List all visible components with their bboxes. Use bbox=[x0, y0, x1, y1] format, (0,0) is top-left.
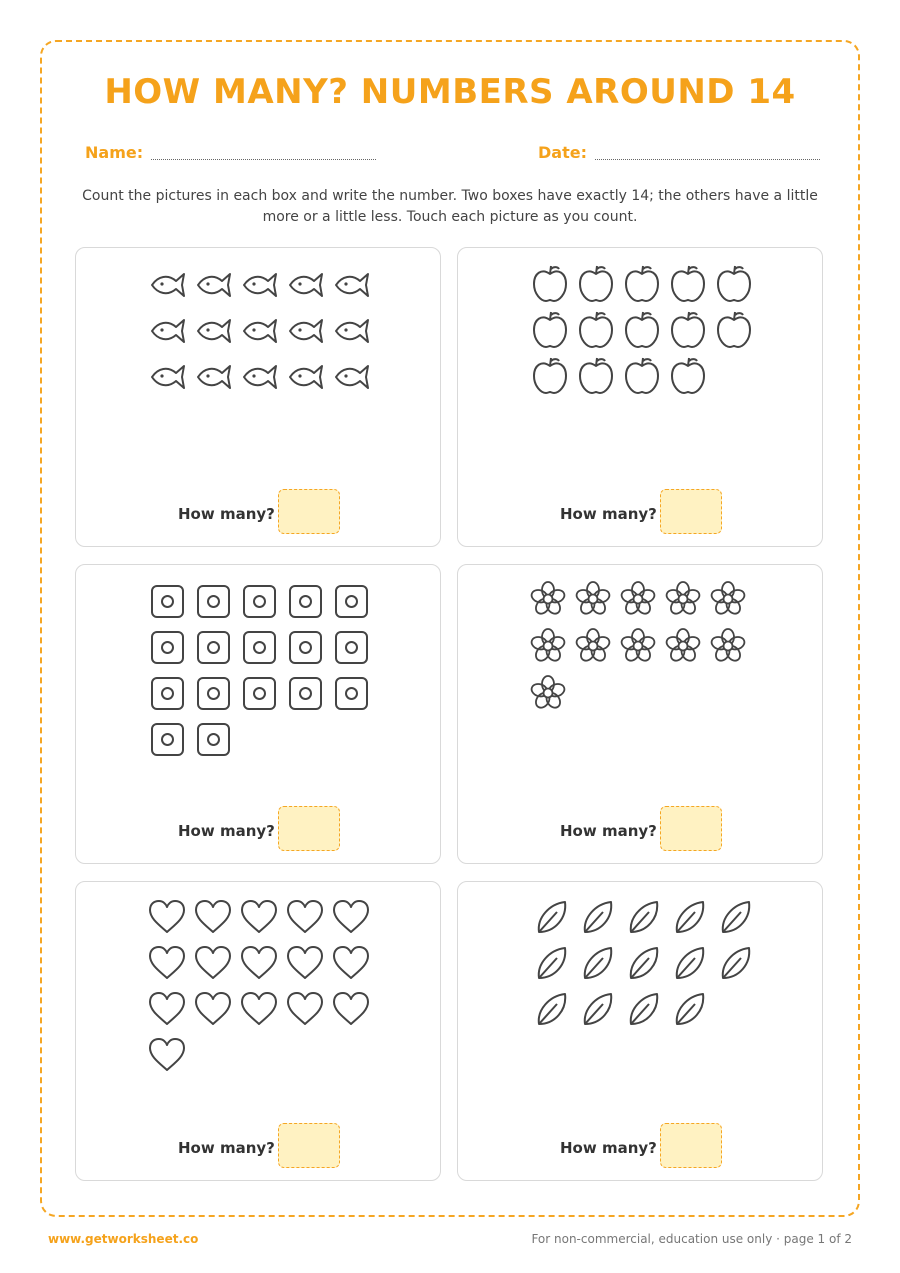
instructions: Count the pictures in each box and write the number. Two boxes have exactly 14; the others have a little more or a little less. Touch each picture as you count. bbox=[82, 188, 818, 225]
apple-icon bbox=[580, 358, 612, 393]
square-dot-icon bbox=[198, 678, 229, 709]
flower-icon bbox=[530, 676, 566, 710]
apple-icon bbox=[580, 266, 612, 301]
fish-icon bbox=[336, 366, 368, 388]
leaf-icon bbox=[677, 948, 703, 978]
heart-icon bbox=[150, 901, 184, 932]
leaf-icon bbox=[631, 902, 657, 932]
how-many-label: How many? bbox=[560, 822, 657, 840]
name-field[interactable] bbox=[85, 143, 376, 162]
fish-icon bbox=[290, 366, 322, 388]
fish-icon bbox=[244, 274, 276, 296]
apple-icon bbox=[626, 266, 658, 301]
flower-icon bbox=[665, 582, 701, 616]
leaf-icon bbox=[723, 948, 749, 978]
fish-icon bbox=[198, 320, 230, 342]
square-dot-icon bbox=[336, 632, 367, 663]
apple-icon bbox=[672, 312, 704, 347]
answer-box[interactable] bbox=[660, 489, 722, 534]
date-line[interactable] bbox=[595, 158, 820, 160]
leaf-icon bbox=[677, 902, 703, 932]
count-card bbox=[75, 564, 441, 864]
flower-icon bbox=[575, 582, 611, 616]
count-card bbox=[457, 247, 823, 547]
square-dot-icon bbox=[198, 724, 229, 755]
leaf-icon bbox=[539, 994, 565, 1024]
date-label: Date: bbox=[538, 143, 587, 162]
square-dot-icon bbox=[290, 678, 321, 709]
square-dot-icon bbox=[198, 586, 229, 617]
answer-box[interactable] bbox=[278, 1123, 340, 1168]
heart-icon bbox=[150, 947, 184, 978]
answer-box[interactable] bbox=[660, 806, 722, 851]
how-many-label: How many? bbox=[178, 505, 275, 523]
square-dot-icon bbox=[290, 632, 321, 663]
heart-icon bbox=[242, 901, 276, 932]
square-dot-icon bbox=[152, 586, 183, 617]
flower-icon bbox=[620, 629, 656, 663]
picture-group bbox=[458, 565, 822, 795]
square-dot-icon bbox=[244, 632, 275, 663]
apple-icon bbox=[718, 312, 750, 347]
worksheet-title: HOW MANY? NUMBERS AROUND 14 bbox=[104, 72, 796, 112]
name-line[interactable] bbox=[151, 158, 376, 160]
flower-icon bbox=[575, 629, 611, 663]
footer-site: www.getworksheet.co bbox=[48, 1232, 199, 1246]
answer-box[interactable] bbox=[278, 806, 340, 851]
apple-icon bbox=[534, 312, 566, 347]
flower-icon bbox=[530, 582, 566, 616]
apple-icon bbox=[580, 312, 612, 347]
heart-icon bbox=[334, 947, 368, 978]
heart-icon bbox=[334, 993, 368, 1024]
heart-icon bbox=[288, 993, 322, 1024]
date-field[interactable] bbox=[538, 143, 820, 162]
square-dot-icon bbox=[152, 678, 183, 709]
apple-icon bbox=[672, 358, 704, 393]
how-many-label: How many? bbox=[560, 1139, 657, 1157]
flower-icon bbox=[710, 629, 746, 663]
fish-icon bbox=[198, 274, 230, 296]
fish-icon bbox=[336, 274, 368, 296]
heart-icon bbox=[150, 993, 184, 1024]
how-many-label: How many? bbox=[178, 822, 275, 840]
flower-icon bbox=[710, 582, 746, 616]
count-card bbox=[75, 247, 441, 547]
square-dot-icon bbox=[244, 586, 275, 617]
answer-box[interactable] bbox=[278, 489, 340, 534]
count-card bbox=[457, 881, 823, 1181]
square-dot-icon bbox=[244, 678, 275, 709]
fish-icon bbox=[198, 366, 230, 388]
heart-icon bbox=[196, 901, 230, 932]
count-card bbox=[457, 564, 823, 864]
leaf-icon bbox=[539, 902, 565, 932]
leaf-icon bbox=[585, 948, 611, 978]
square-dot-icon bbox=[152, 724, 183, 755]
square-dot-icon bbox=[152, 632, 183, 663]
picture-group bbox=[76, 882, 440, 1112]
how-many-label: How many? bbox=[560, 505, 657, 523]
heart-icon bbox=[196, 947, 230, 978]
leaf-icon bbox=[631, 948, 657, 978]
leaf-icon bbox=[539, 948, 565, 978]
fish-icon bbox=[244, 366, 276, 388]
heart-icon bbox=[196, 993, 230, 1024]
leaf-icon bbox=[723, 902, 749, 932]
square-dot-icon bbox=[336, 678, 367, 709]
fish-icon bbox=[290, 320, 322, 342]
footer-note: For non-commercial, education use only · page 1 of 2 bbox=[531, 1232, 852, 1246]
fish-icon bbox=[152, 366, 184, 388]
flower-icon bbox=[620, 582, 656, 616]
fish-icon bbox=[290, 274, 322, 296]
leaf-icon bbox=[585, 994, 611, 1024]
square-dot-icon bbox=[336, 586, 367, 617]
apple-icon bbox=[534, 266, 566, 301]
picture-group bbox=[458, 248, 822, 478]
picture-group bbox=[76, 565, 440, 795]
leaf-icon bbox=[631, 994, 657, 1024]
flower-icon bbox=[665, 629, 701, 663]
picture-group bbox=[76, 248, 440, 478]
fish-icon bbox=[336, 320, 368, 342]
count-card bbox=[75, 881, 441, 1181]
apple-icon bbox=[718, 266, 750, 301]
leaf-icon bbox=[677, 994, 703, 1024]
heart-icon bbox=[288, 947, 322, 978]
heart-icon bbox=[334, 901, 368, 932]
heart-icon bbox=[242, 947, 276, 978]
heart-icon bbox=[150, 1039, 184, 1070]
apple-icon bbox=[626, 358, 658, 393]
apple-icon bbox=[672, 266, 704, 301]
leaf-icon bbox=[585, 902, 611, 932]
how-many-label: How many? bbox=[178, 1139, 275, 1157]
heart-icon bbox=[288, 901, 322, 932]
name-label: Name: bbox=[85, 143, 144, 162]
fish-icon bbox=[152, 274, 184, 296]
picture-group bbox=[458, 882, 822, 1112]
square-dot-icon bbox=[198, 632, 229, 663]
square-dot-icon bbox=[290, 586, 321, 617]
apple-icon bbox=[534, 358, 566, 393]
apple-icon bbox=[626, 312, 658, 347]
heart-icon bbox=[242, 993, 276, 1024]
flower-icon bbox=[530, 629, 566, 663]
fish-icon bbox=[244, 320, 276, 342]
fish-icon bbox=[152, 320, 184, 342]
answer-box[interactable] bbox=[660, 1123, 722, 1168]
